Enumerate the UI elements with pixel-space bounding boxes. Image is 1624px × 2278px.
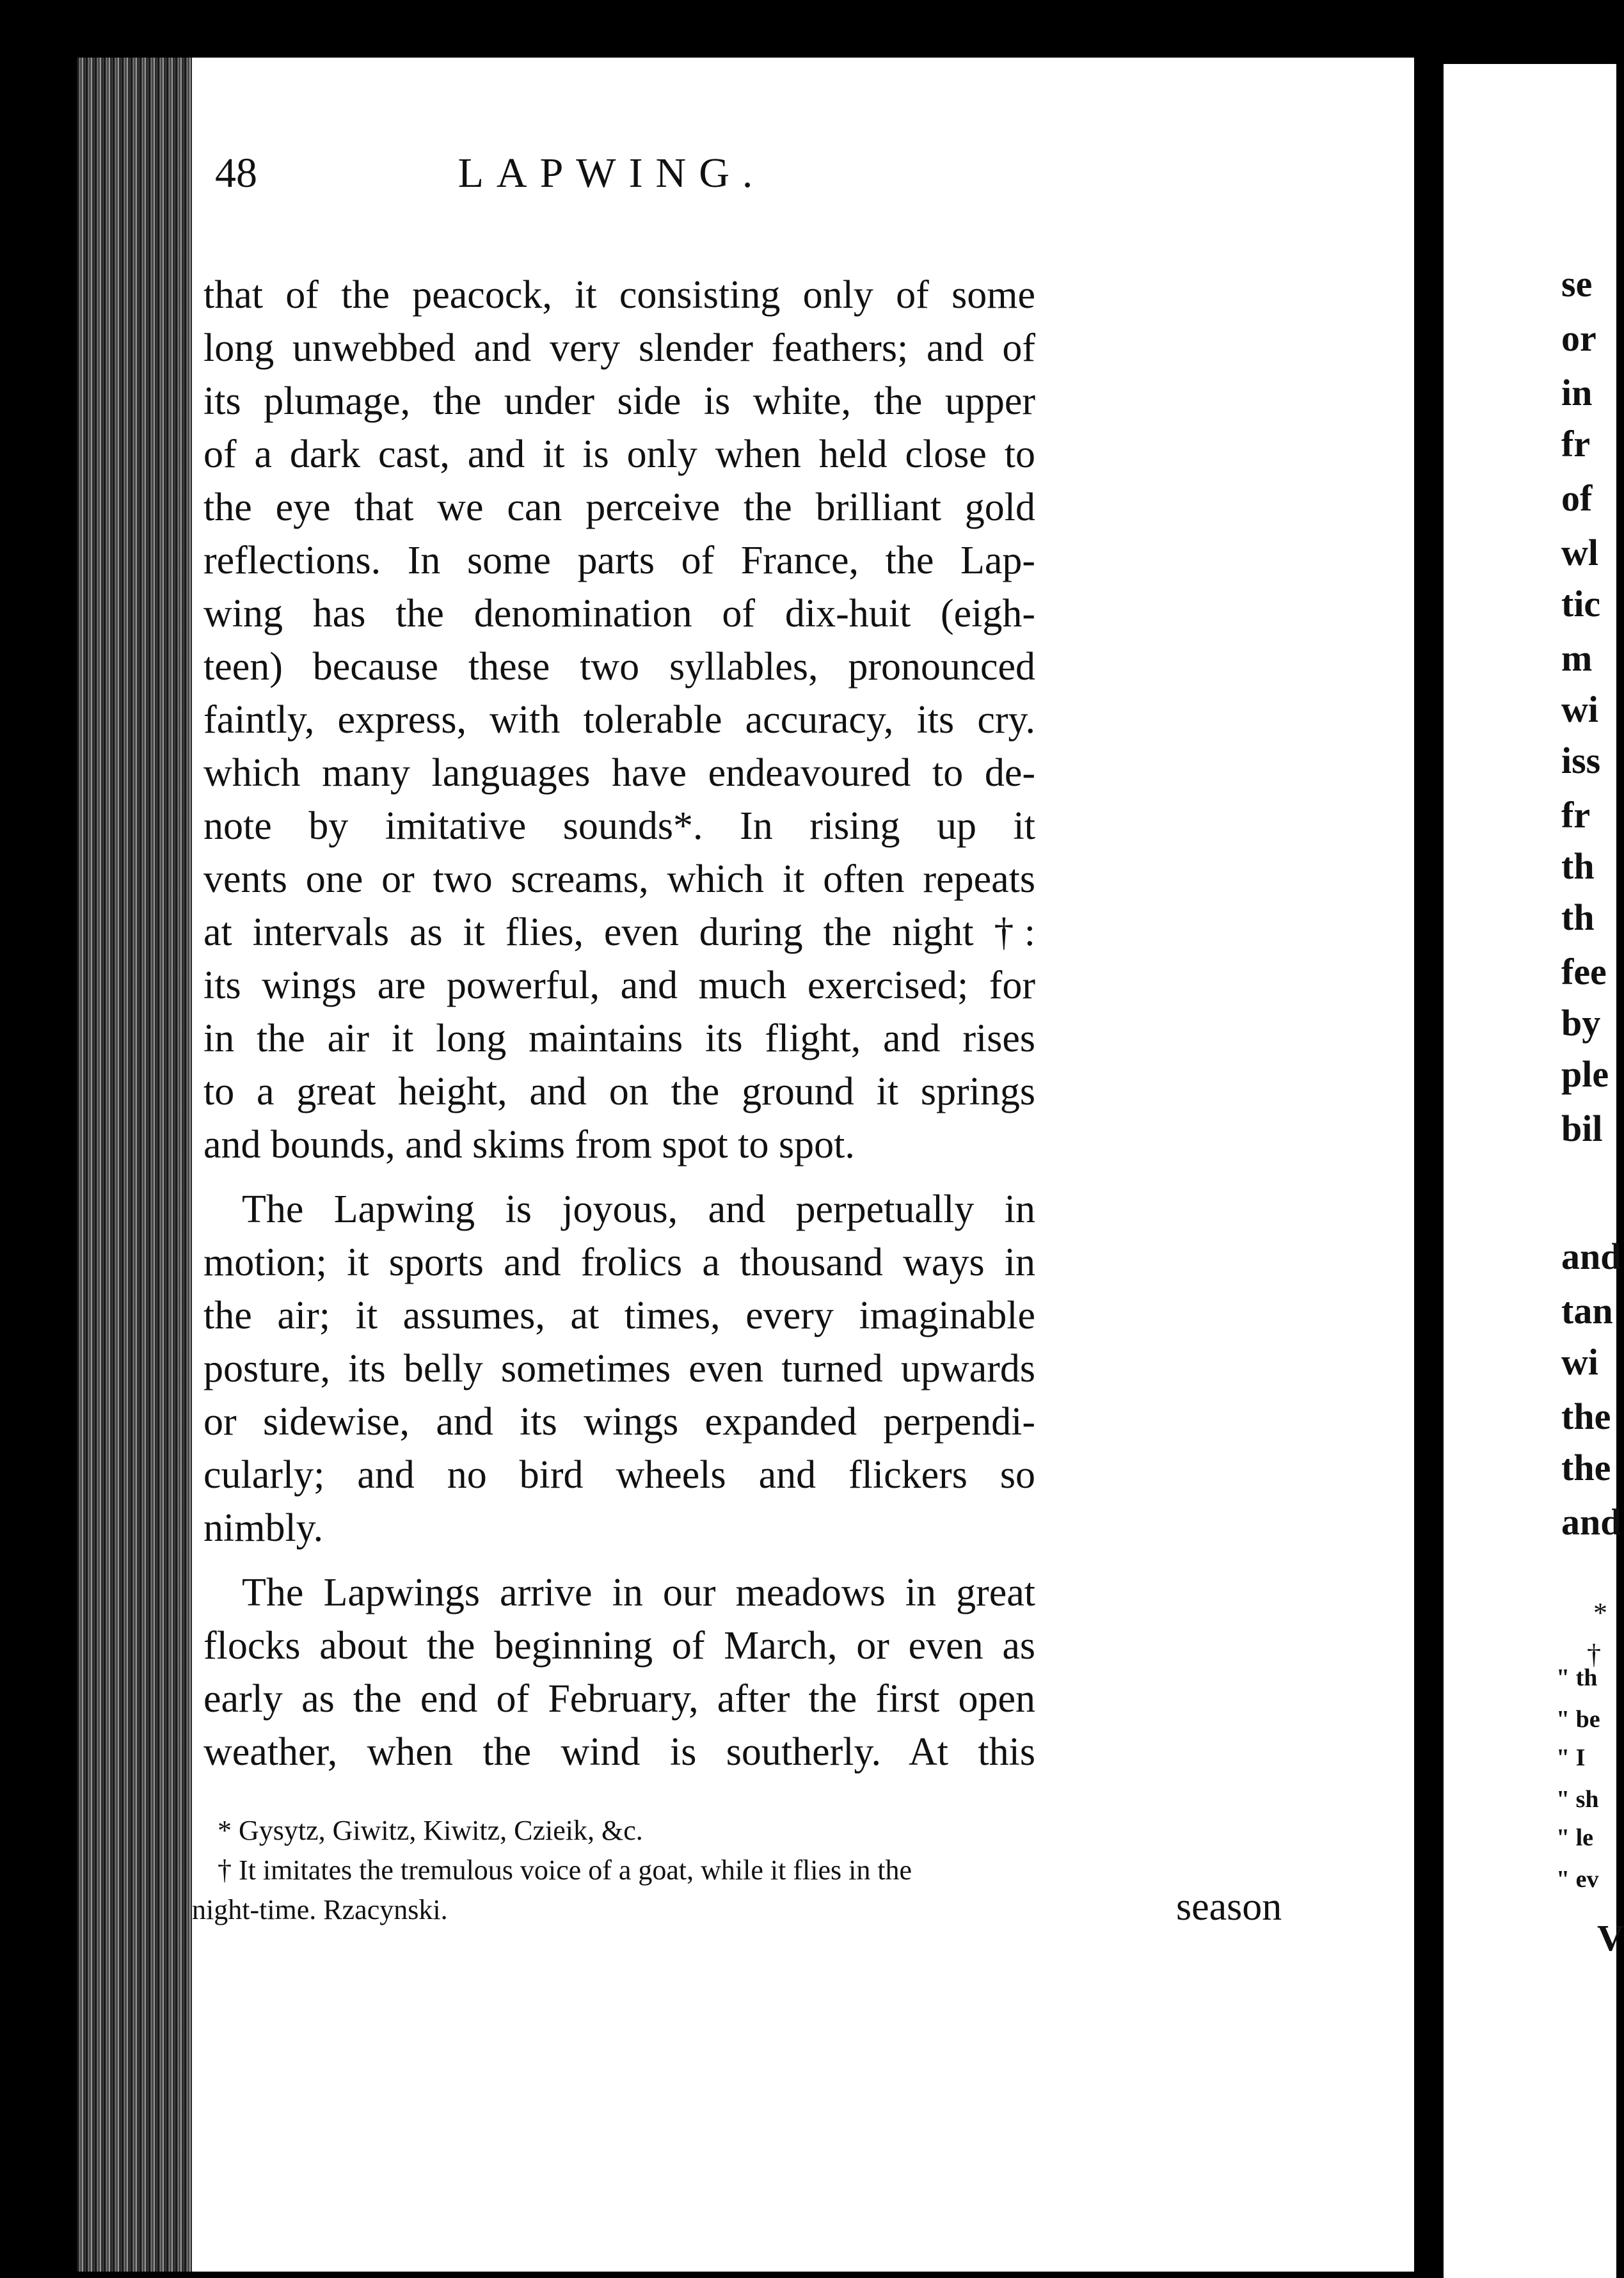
text-line: motion; it sports and frolics a thousand ways in: [203, 1241, 1035, 1284]
page-number: 48: [215, 150, 257, 196]
text-line: wing has the denomination of dix-huit (eigh-: [203, 592, 1035, 635]
text-line: at intervals as it flies, even during the night †:: [203, 911, 1035, 954]
text-line: early as the end of February, after the first open: [203, 1677, 1035, 1721]
right-page-fragment: th: [1561, 845, 1595, 887]
text-line: faintly, express, with tolerable accuracy, its cry.: [203, 698, 1035, 742]
text-line: note by imitative sounds*. In rising up it: [203, 804, 1035, 848]
text-line: reflections. In some parts of France, the Lap-: [203, 539, 1035, 582]
right-page-footnote-mark: †: [1587, 1639, 1601, 1670]
right-page-catchword: V: [1597, 1917, 1624, 1959]
text-line: in the air it long maintains its flight, and rises: [203, 1017, 1035, 1060]
right-page-fragment: th: [1561, 896, 1595, 938]
text-line: and bounds, and skims from spot to spot.: [203, 1123, 855, 1167]
right-page-fragment: fee: [1561, 951, 1607, 992]
right-page-fragment: tan: [1561, 1290, 1613, 1332]
text-line: cularly; and no bird wheels and flickers so: [203, 1453, 1035, 1497]
body-text: [203, 269, 1035, 1779]
text-line: vents one or two screams, which it often repeats: [203, 857, 1035, 901]
text-line: long unwebbed and very slender feathers; and of: [203, 326, 1035, 370]
catchword: season: [1176, 1885, 1282, 1929]
right-page-fragment: bil: [1561, 1108, 1603, 1149]
right-page-fragment: by: [1561, 1002, 1601, 1044]
text-line: which many languages have endeavoured to de-: [203, 751, 1035, 795]
right-page-fragment: of: [1561, 477, 1593, 519]
right-page-fragment: or: [1561, 317, 1596, 359]
right-page-fragment: wl: [1561, 532, 1598, 573]
right-page-fragment: in: [1561, 372, 1593, 413]
text-line: its wings are powerful, and much exercised; for: [203, 964, 1035, 1007]
right-page-fragment: fr: [1561, 423, 1591, 465]
footnote: * Gysytz, Giwitz, Kiwitz, Czieik, &c.: [218, 1815, 643, 1846]
right-page-fragment: the: [1561, 1396, 1611, 1437]
right-page-fragment: and: [1561, 1501, 1621, 1543]
right-page-fragment: and: [1561, 1236, 1621, 1277]
right-page-footnote-mark: *: [1593, 1597, 1607, 1629]
text-line: the eye that we can perceive the brilliant gold: [203, 486, 1035, 529]
text-line: that of the peacock, it consisting only of some: [203, 273, 1035, 317]
book-gutter: [77, 58, 195, 2272]
right-page-fragment: wi: [1561, 1341, 1598, 1383]
text-line: to a great height, and on the ground it springs: [203, 1070, 1035, 1113]
right-page-fragment: fr: [1561, 794, 1591, 836]
text-line: flocks about the beginning of March, or even as: [203, 1624, 1035, 1668]
text-line: or sidewise, and its wings expanded perpendi-: [203, 1400, 1035, 1444]
right-page-fragment: m: [1561, 637, 1593, 679]
right-page-fragment: tic: [1561, 583, 1601, 625]
text-line: The Lapwings arrive in our meadows in great: [242, 1571, 1035, 1614]
right-page-footnote-fragment: " le: [1556, 1824, 1594, 1851]
right-page-footnote-fragment: " sh: [1556, 1786, 1599, 1813]
right-page-fragment: se: [1561, 263, 1593, 305]
right-page-footnote-fragment: " be: [1556, 1706, 1600, 1733]
text-line: nimbly.: [203, 1506, 324, 1550]
text-line: posture, its belly sometimes even turned upwards: [203, 1347, 1035, 1390]
text-line: its plumage, the under side is white, the upper: [203, 379, 1035, 423]
right-page-footnote-fragment: " I: [1556, 1744, 1586, 1771]
running-head: LAPWING.: [458, 150, 766, 196]
text-line: teen) because these two syllables, pronounced: [203, 645, 1035, 689]
right-page-footnote-fragment: " th: [1556, 1664, 1598, 1691]
right-page-footnote-fragment: " ev: [1556, 1866, 1599, 1893]
footnotes: [192, 1811, 1037, 1930]
text-line: the air; it assumes, at times, every imaginable: [203, 1294, 1035, 1337]
footnote-continuation: night-time. Rzacynski.: [192, 1894, 448, 1925]
footnote: † It imitates the tremulous voice of a goat, while it flies in the: [218, 1854, 912, 1886]
right-page-fragment: wi: [1561, 689, 1598, 730]
right-page-fragment: iss: [1561, 740, 1601, 781]
text-line: of a dark cast, and it is only when held close to: [203, 433, 1035, 476]
text-line: The Lapwing is joyous, and perpetually in: [242, 1188, 1035, 1231]
page-header: [215, 149, 1008, 213]
right-page-fragment: ple: [1561, 1053, 1609, 1095]
text-line: weather, when the wind is southerly. At this: [203, 1730, 1035, 1774]
right-page-fragment: the: [1561, 1447, 1611, 1488]
